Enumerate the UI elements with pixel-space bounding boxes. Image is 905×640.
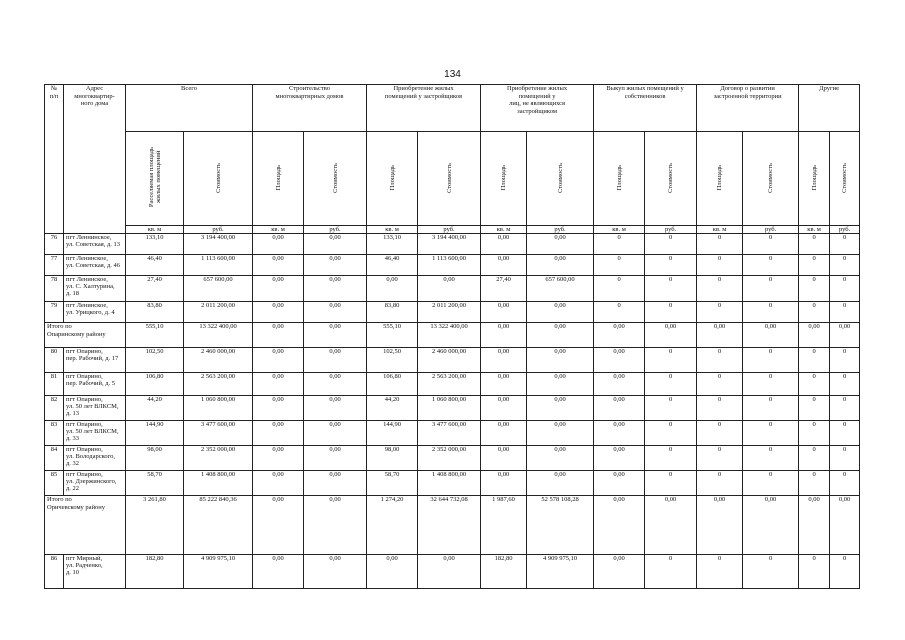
value-cell: 0: [743, 555, 799, 589]
value-cell: 0,00: [253, 555, 304, 589]
value-cell: 133,10: [126, 234, 184, 255]
value-cell: 0,00: [527, 302, 594, 323]
table-row: [45, 255, 860, 276]
value-cell: 0: [830, 255, 860, 276]
total-row: [45, 496, 860, 555]
value-cell: 0,00: [594, 496, 645, 555]
value-cell: 0: [645, 421, 697, 446]
value-cell: 0,00: [481, 471, 527, 496]
value-cell: 0: [799, 471, 830, 496]
value-cell: 1 987,60: [481, 496, 527, 555]
value-cell: 52 578 108,28: [527, 496, 594, 555]
value-cell: 0,00: [799, 496, 830, 555]
value-cell: 0,00: [253, 348, 304, 373]
value-cell: 0: [645, 396, 697, 421]
row-number: 86: [45, 555, 64, 589]
value-cell: 0,00: [594, 323, 645, 348]
value-cell: 0: [645, 471, 697, 496]
row-number: 84: [45, 446, 64, 471]
value-cell: 0: [743, 373, 799, 396]
value-cell: 44,20: [367, 396, 418, 421]
subhead-label: Стоимость: [214, 162, 222, 193]
value-cell: 144,90: [126, 421, 184, 446]
subhead-label: Площадь: [274, 164, 282, 191]
value-cell: 0: [594, 234, 645, 255]
header-group-other: Другие: [799, 85, 860, 132]
value-cell: 0,00: [304, 496, 367, 555]
header-row-units: [45, 226, 860, 234]
unit-cell: руб.: [743, 226, 799, 234]
header-address: Адрес многоквартир- ного дома: [64, 85, 126, 234]
value-cell: 0: [743, 234, 799, 255]
value-cell: 0: [830, 276, 860, 302]
value-cell: 0: [743, 471, 799, 496]
row-number: 83: [45, 421, 64, 446]
row-address: пгт Опарино, ул. Дзержинского, д. 22: [64, 471, 126, 496]
value-cell: 0,00: [481, 446, 527, 471]
subhead-label: Площадь: [615, 164, 623, 191]
table-row: [45, 471, 860, 496]
unit-cell: руб.: [527, 226, 594, 234]
subhead-11: [743, 132, 799, 226]
value-cell: 3 194 400,00: [184, 234, 253, 255]
value-cell: 0,00: [645, 496, 697, 555]
row-address: пгт Ленинское, ул. Советская, д. 46: [64, 255, 126, 276]
row-address: пгт Леннинское, ул. Советская, д. 13: [64, 234, 126, 255]
value-cell: 2 352 000,00: [184, 446, 253, 471]
value-cell: 0: [697, 255, 743, 276]
value-cell: 0: [799, 421, 830, 446]
unit-cell: руб.: [304, 226, 367, 234]
value-cell: 0: [743, 348, 799, 373]
table-row: [45, 421, 860, 446]
value-cell: 0,00: [253, 234, 304, 255]
value-cell: 0: [743, 421, 799, 446]
unit-cell: кв. м: [697, 226, 743, 234]
value-cell: 0,00: [367, 555, 418, 589]
value-cell: 0: [830, 396, 860, 421]
value-cell: 98,00: [126, 446, 184, 471]
subhead-label: Стоимость: [445, 162, 453, 193]
value-cell: 0,00: [527, 348, 594, 373]
value-cell: 0,00: [743, 496, 799, 555]
subhead-label: Площадь: [810, 164, 818, 191]
subhead-label: Стоимость: [667, 162, 675, 193]
table-row: [45, 234, 860, 255]
value-cell: 1 113 600,00: [184, 255, 253, 276]
value-cell: 0,00: [527, 396, 594, 421]
value-cell: 102,50: [126, 348, 184, 373]
value-cell: 0: [830, 234, 860, 255]
subhead-1: [184, 132, 253, 226]
subhead-7: [527, 132, 594, 226]
value-cell: 0: [697, 276, 743, 302]
unit-cell: кв. м: [481, 226, 527, 234]
table-row: [45, 302, 860, 323]
value-cell: 0,00: [743, 323, 799, 348]
header-group-construction: Строительство многоквартирных домов: [253, 85, 367, 132]
total-label: Итого по Оричевскому району: [45, 496, 126, 555]
value-cell: 0: [799, 373, 830, 396]
value-cell: 0,00: [418, 276, 481, 302]
row-address: пгт Мирный, ул. Радченко, д. 10: [64, 555, 126, 589]
value-cell: 0: [645, 276, 697, 302]
value-cell: 0,00: [304, 323, 367, 348]
subhead-13: [830, 132, 860, 226]
value-cell: 0: [799, 255, 830, 276]
subhead-0: [126, 132, 184, 226]
value-cell: 133,10: [367, 234, 418, 255]
subhead-4: [367, 132, 418, 226]
subhead-label: Площадь: [388, 164, 396, 191]
table-row: [45, 373, 860, 396]
value-cell: 46,40: [126, 255, 184, 276]
value-cell: 0,00: [527, 323, 594, 348]
value-cell: 1 274,20: [367, 496, 418, 555]
value-cell: 0: [830, 373, 860, 396]
value-cell: 27,40: [481, 276, 527, 302]
value-cell: 0: [697, 446, 743, 471]
row-number: 85: [45, 471, 64, 496]
unit-cell: кв. м: [594, 226, 645, 234]
value-cell: 0,00: [253, 396, 304, 421]
value-cell: 0: [743, 276, 799, 302]
value-cell: 0: [697, 348, 743, 373]
value-cell: 0,00: [418, 555, 481, 589]
value-cell: 0: [645, 373, 697, 396]
subhead-5: [418, 132, 481, 226]
row-number: 80: [45, 348, 64, 373]
value-cell: 0,00: [304, 255, 367, 276]
value-cell: 1 408 800,00: [418, 471, 481, 496]
unit-cell: руб.: [418, 226, 481, 234]
value-cell: 0: [830, 471, 860, 496]
value-cell: 0,00: [304, 276, 367, 302]
value-cell: 0: [645, 446, 697, 471]
value-cell: 2 563 200,00: [418, 373, 481, 396]
value-cell: 0: [645, 555, 697, 589]
value-cell: 0,00: [527, 421, 594, 446]
value-cell: 98,00: [367, 446, 418, 471]
subhead-label: Площадь: [716, 164, 724, 191]
table-row: [45, 348, 860, 373]
row-number: 81: [45, 373, 64, 396]
table-row: [45, 446, 860, 471]
value-cell: 83,80: [126, 302, 184, 323]
value-cell: 1 060 800,00: [184, 396, 253, 421]
unit-cell: руб.: [830, 226, 860, 234]
value-cell: 0,00: [253, 276, 304, 302]
value-cell: 0,00: [253, 255, 304, 276]
value-cell: 555,10: [126, 323, 184, 348]
value-cell: 0,00: [253, 323, 304, 348]
table-row: [45, 555, 860, 589]
value-cell: 1 408 800,00: [184, 471, 253, 496]
value-cell: 0,00: [527, 234, 594, 255]
row-address: пгт Опарино, ул. 50 лет ВЛКСМ, д. 33: [64, 421, 126, 446]
header-group-purchase-non-developers: Приобретение жилых помещений у лиц, не являющихся застройщиком: [481, 85, 594, 132]
value-cell: 2 460 000,00: [184, 348, 253, 373]
value-cell: 0,00: [527, 255, 594, 276]
value-cell: 27,40: [126, 276, 184, 302]
value-cell: 0: [645, 255, 697, 276]
header-row-groups: [45, 85, 860, 132]
row-address: пгт Опарино, ул. Володарского, д. 32: [64, 446, 126, 471]
row-address: пгт Опарино, пер. Рабочий, д. 5: [64, 373, 126, 396]
value-cell: 2 011 200,00: [418, 302, 481, 323]
value-cell: 0,00: [481, 302, 527, 323]
subhead-8: [594, 132, 645, 226]
value-cell: 0,00: [253, 302, 304, 323]
subhead-label: Площадь: [500, 164, 508, 191]
value-cell: 46,40: [367, 255, 418, 276]
value-cell: 0,00: [481, 255, 527, 276]
value-cell: 0,00: [481, 234, 527, 255]
value-cell: 182,80: [481, 555, 527, 589]
value-cell: 0,00: [304, 471, 367, 496]
value-cell: 0,00: [253, 496, 304, 555]
value-cell: 0,00: [304, 555, 367, 589]
value-cell: 0,00: [481, 396, 527, 421]
value-cell: 0: [799, 446, 830, 471]
subhead-label: Расселяемая площадь жилых помещений: [147, 147, 162, 208]
value-cell: 2 563 200,00: [184, 373, 253, 396]
value-cell: 0,00: [304, 421, 367, 446]
value-cell: 32 644 732,08: [418, 496, 481, 555]
value-cell: 0: [799, 234, 830, 255]
row-number: 78: [45, 276, 64, 302]
value-cell: 0: [697, 421, 743, 446]
value-cell: 2 352 000,00: [418, 446, 481, 471]
value-cell: 0: [830, 348, 860, 373]
row-address: пгт Опарино, ул. 50 лет ВЛКСМ, д. 13: [64, 396, 126, 421]
value-cell: 0: [799, 396, 830, 421]
table-row: [45, 276, 860, 302]
value-cell: 0: [743, 255, 799, 276]
header-group-development-contract: Договор о развитии застроенной территории: [697, 85, 799, 132]
value-cell: 0,00: [594, 471, 645, 496]
subhead-10: [697, 132, 743, 226]
value-cell: 1 113 600,00: [418, 255, 481, 276]
unit-cell: кв. м: [367, 226, 418, 234]
header-group-buyout: Выкуп жилых помещений у собственников: [594, 85, 697, 132]
value-cell: 0,00: [304, 302, 367, 323]
value-cell: 0: [799, 276, 830, 302]
page-number: 134: [444, 69, 461, 80]
value-cell: 0,00: [830, 496, 860, 555]
header-row-subheads: [45, 132, 860, 226]
value-cell: 0,00: [367, 276, 418, 302]
unit-cell: руб.: [645, 226, 697, 234]
value-cell: 0,00: [304, 234, 367, 255]
value-cell: 102,50: [367, 348, 418, 373]
value-cell: 0,00: [527, 446, 594, 471]
value-cell: 3 194 400,00: [418, 234, 481, 255]
value-cell: 0: [830, 555, 860, 589]
value-cell: 0,00: [645, 323, 697, 348]
value-cell: 2 460 000,00: [418, 348, 481, 373]
row-number: 79: [45, 302, 64, 323]
header-group-purchase-developers: Приобретение жилых помещений у застройщиков: [367, 85, 481, 132]
value-cell: 0: [743, 302, 799, 323]
value-cell: 0,00: [594, 555, 645, 589]
total-label: Итого по Опаринскому району: [45, 323, 126, 348]
subhead-label: Стоимость: [841, 162, 849, 193]
value-cell: 657 600,00: [184, 276, 253, 302]
value-cell: 85 222 840,36: [184, 496, 253, 555]
value-cell: 13 322 400,00: [184, 323, 253, 348]
value-cell: 0: [697, 471, 743, 496]
header-group-total: Всего: [126, 85, 253, 132]
subhead-9: [645, 132, 697, 226]
value-cell: 0,00: [481, 323, 527, 348]
value-cell: 0: [830, 302, 860, 323]
unit-cell: кв. м: [799, 226, 830, 234]
value-cell: 106,80: [367, 373, 418, 396]
value-cell: 0,00: [304, 396, 367, 421]
value-cell: 0,00: [697, 323, 743, 348]
value-cell: 0: [697, 302, 743, 323]
value-cell: 0,00: [253, 446, 304, 471]
value-cell: 83,80: [367, 302, 418, 323]
value-cell: 0: [743, 396, 799, 421]
value-cell: 0: [594, 255, 645, 276]
unit-cell: кв. м: [253, 226, 304, 234]
subhead-3: [304, 132, 367, 226]
subhead-label: Стоимость: [556, 162, 564, 193]
value-cell: 0: [594, 302, 645, 323]
value-cell: 0,00: [594, 348, 645, 373]
value-cell: 0,00: [799, 323, 830, 348]
resettlement-table: [44, 84, 860, 589]
value-cell: 3 477 600,00: [184, 421, 253, 446]
subhead-label: Стоимость: [331, 162, 339, 193]
row-address: пгт Ленинское, ул. Урицкого, д. 4: [64, 302, 126, 323]
value-cell: 0,00: [594, 373, 645, 396]
value-cell: 182,80: [126, 555, 184, 589]
row-address: пгт Опарино, пер. Рабочий, д. 17: [64, 348, 126, 373]
value-cell: 4 909 975,10: [184, 555, 253, 589]
unit-cell: руб.: [184, 226, 253, 234]
table-row: [45, 396, 860, 421]
value-cell: 0,00: [304, 348, 367, 373]
value-cell: 0,00: [527, 471, 594, 496]
value-cell: 0: [799, 348, 830, 373]
value-cell: 0,00: [830, 323, 860, 348]
subhead-2: [253, 132, 304, 226]
value-cell: 58,70: [367, 471, 418, 496]
value-cell: 0,00: [481, 348, 527, 373]
value-cell: 0: [830, 421, 860, 446]
value-cell: 106,80: [126, 373, 184, 396]
row-number: 82: [45, 396, 64, 421]
value-cell: 0,00: [481, 373, 527, 396]
unit-cell: кв. м: [126, 226, 184, 234]
value-cell: 0,00: [253, 373, 304, 396]
value-cell: 0,00: [481, 421, 527, 446]
value-cell: 4 909 975,10: [527, 555, 594, 589]
value-cell: 0: [697, 555, 743, 589]
row-number: 77: [45, 255, 64, 276]
value-cell: 0,00: [304, 446, 367, 471]
value-cell: 1 060 800,00: [418, 396, 481, 421]
value-cell: 0,00: [594, 396, 645, 421]
value-cell: 0: [697, 373, 743, 396]
value-cell: 0: [830, 446, 860, 471]
subhead-12: [799, 132, 830, 226]
value-cell: 3 261,80: [126, 496, 184, 555]
value-cell: 0: [697, 234, 743, 255]
header-no: № п/п: [45, 85, 64, 234]
value-cell: 13 322 400,00: [418, 323, 481, 348]
value-cell: 0: [799, 302, 830, 323]
total-row: [45, 323, 860, 348]
value-cell: 0: [799, 555, 830, 589]
row-address: пгт Ленинское, ул. С. Халтурина, д. 18: [64, 276, 126, 302]
value-cell: 0: [594, 276, 645, 302]
subhead-6: [481, 132, 527, 226]
row-number: 76: [45, 234, 64, 255]
value-cell: 555,10: [367, 323, 418, 348]
subhead-label: Стоимость: [767, 162, 775, 193]
value-cell: 0: [697, 396, 743, 421]
value-cell: 0,00: [253, 471, 304, 496]
value-cell: 3 477 600,00: [418, 421, 481, 446]
value-cell: 0,00: [697, 496, 743, 555]
value-cell: 44,20: [126, 396, 184, 421]
value-cell: 0,00: [594, 421, 645, 446]
value-cell: 0: [645, 234, 697, 255]
value-cell: 0,00: [527, 373, 594, 396]
value-cell: 0,00: [253, 421, 304, 446]
value-cell: 0: [645, 348, 697, 373]
value-cell: 0,00: [304, 373, 367, 396]
value-cell: 0: [743, 446, 799, 471]
value-cell: 657 600,00: [527, 276, 594, 302]
value-cell: 0: [645, 302, 697, 323]
value-cell: 2 011 200,00: [184, 302, 253, 323]
value-cell: 0,00: [594, 446, 645, 471]
value-cell: 144,90: [367, 421, 418, 446]
value-cell: 58,70: [126, 471, 184, 496]
